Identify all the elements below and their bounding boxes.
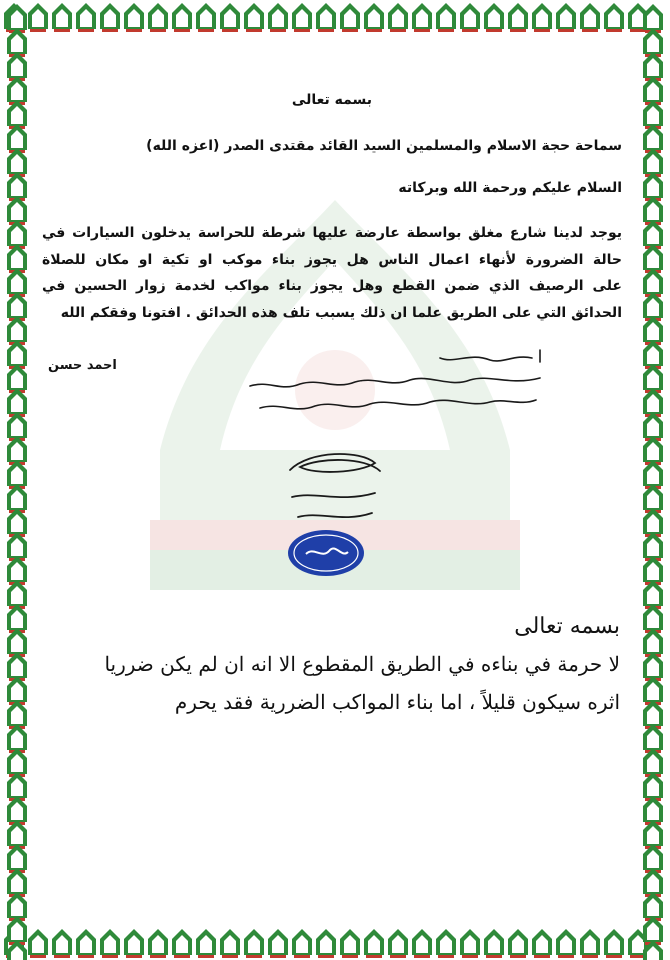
decorative-border-top <box>0 0 670 34</box>
body-line: يوجد لدينا شارع مغلق بواسطة عارضة عليها شرطة للحراسة يدخلون السيارات في <box>42 225 622 241</box>
basmala-heading: بسمه تعالى <box>291 92 372 108</box>
office-seal-icon <box>286 528 366 578</box>
reply-heading: بسمه تعالى <box>514 614 620 639</box>
reply-line: لا حرمة في بناءه في الطريق المقطوع الا انه ان لم يكن ضرريا <box>104 652 620 676</box>
body-line: الحدائق التي على الطريق علما ان ذلك يسبب تلف هذه الحدائق . افتونا وفقكم الله <box>60 304 622 321</box>
decorative-border-bottom <box>0 926 670 960</box>
body-line: على الرصيف الذي ضمن القطع وهل يجوز بناء مواكب لخدمة زوار الحسين في <box>42 278 622 294</box>
sender-name: احمد حسن <box>48 358 117 373</box>
addressee-line: سماحة حجة الاسلام والمسلمين السيد القائد مقتدى الصدر (اعزه الله) <box>146 138 622 154</box>
handwritten-answer-icon <box>240 346 560 436</box>
decorative-border-right <box>636 0 670 960</box>
decorative-border-left <box>0 0 34 960</box>
reply-line: اثره سيكون قليلاً ، اما بناء المواكب الضررية فقد يحرم <box>174 690 620 714</box>
greeting-line: السلام عليكم ورحمة الله وبركاته <box>398 180 622 196</box>
letter-body <box>42 220 622 326</box>
body-line: حالة الضرورة لأنهاء اعمال الناس هل يجوز بناء موكب او تكية او مكان للصلاة <box>42 251 622 268</box>
signature-icon <box>280 445 390 535</box>
